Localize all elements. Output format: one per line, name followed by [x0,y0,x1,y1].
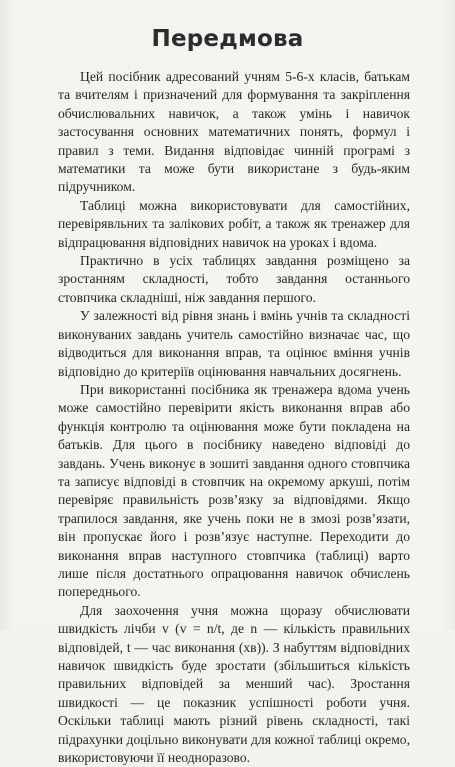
paragraph-speed: Для заохочення учня можна щоразу обчислювати швидкість лічби v (v = n/t, де n — кількість правильних відповідей, t — час виконання (хв)). З набуттям відповідних навичок швидкість буде зростати (збільшиться кількість правильних відповідей за менший час). Зростання швидкості — це показник успішності роботи учня. Оскільки таблиці мають різний рівень складності, такі підрахунки доцільно виконувати для кожної таблиці окремо, використовуючи її неодноразово. [58,602,410,766]
page-title: Передмова [151,26,304,52]
paragraph-complexity: Практично в усіх таблицях завдання розміщено за зростанням складності, тобто завдання останнього стовпчика складніші, ніж завдання першого. [58,253,410,305]
paragraph-tables-usage: Таблиці можна використовувати для самостійних, перевірявльних та залікових робіт, а також як тренажер для відпрацювання відповідних навичок на уроках і вдома. [58,197,410,250]
paragraph-intro: Цей посібник адресований учням 5-6-х класів, батькам та вчителям і призначений для формування та закріплення обчислювальних навичок, а також умінь і навичок застосування основних математичних понять, формул і правил з теми. Видання відповідає чинній програмі з математики та може бути використане з будь-яким підручником. [58,69,410,195]
paragraph-home-trainer: При використанні посібника як тренажера вдома учень може самостійно перевірити якість виконання вправ або функція контролю та оцінювання може бути покладена на батьків. Для цього в посібнику наведено відповіді до завдань. Учень виконує в зошиті завдання одного стовпчика та записує відповіді в стовпчик на окремому аркуші, потім перевіряє правильність розв’язку за відповідями. Якщо трапилося завдання, яке учень поки не в змозі розв’язати, він пропускає його і розв’язує наступне. Переходити до виконання вправ наступного стовпчика (таблиці) варто лише після достатнього опрацювання навичок обчислень попереднього. [58,381,410,600]
paragraph-teacher-time: У залежності від рівня знань і вмінь учнів та складності виконуваних завдань учитель самостійно визначає час, що відводиться для виконання вправ, та оцінює вміння учнів відповідно до критеріїв оцінювання навчальних досягнень. [58,308,410,379]
document-body [58,68,410,767]
